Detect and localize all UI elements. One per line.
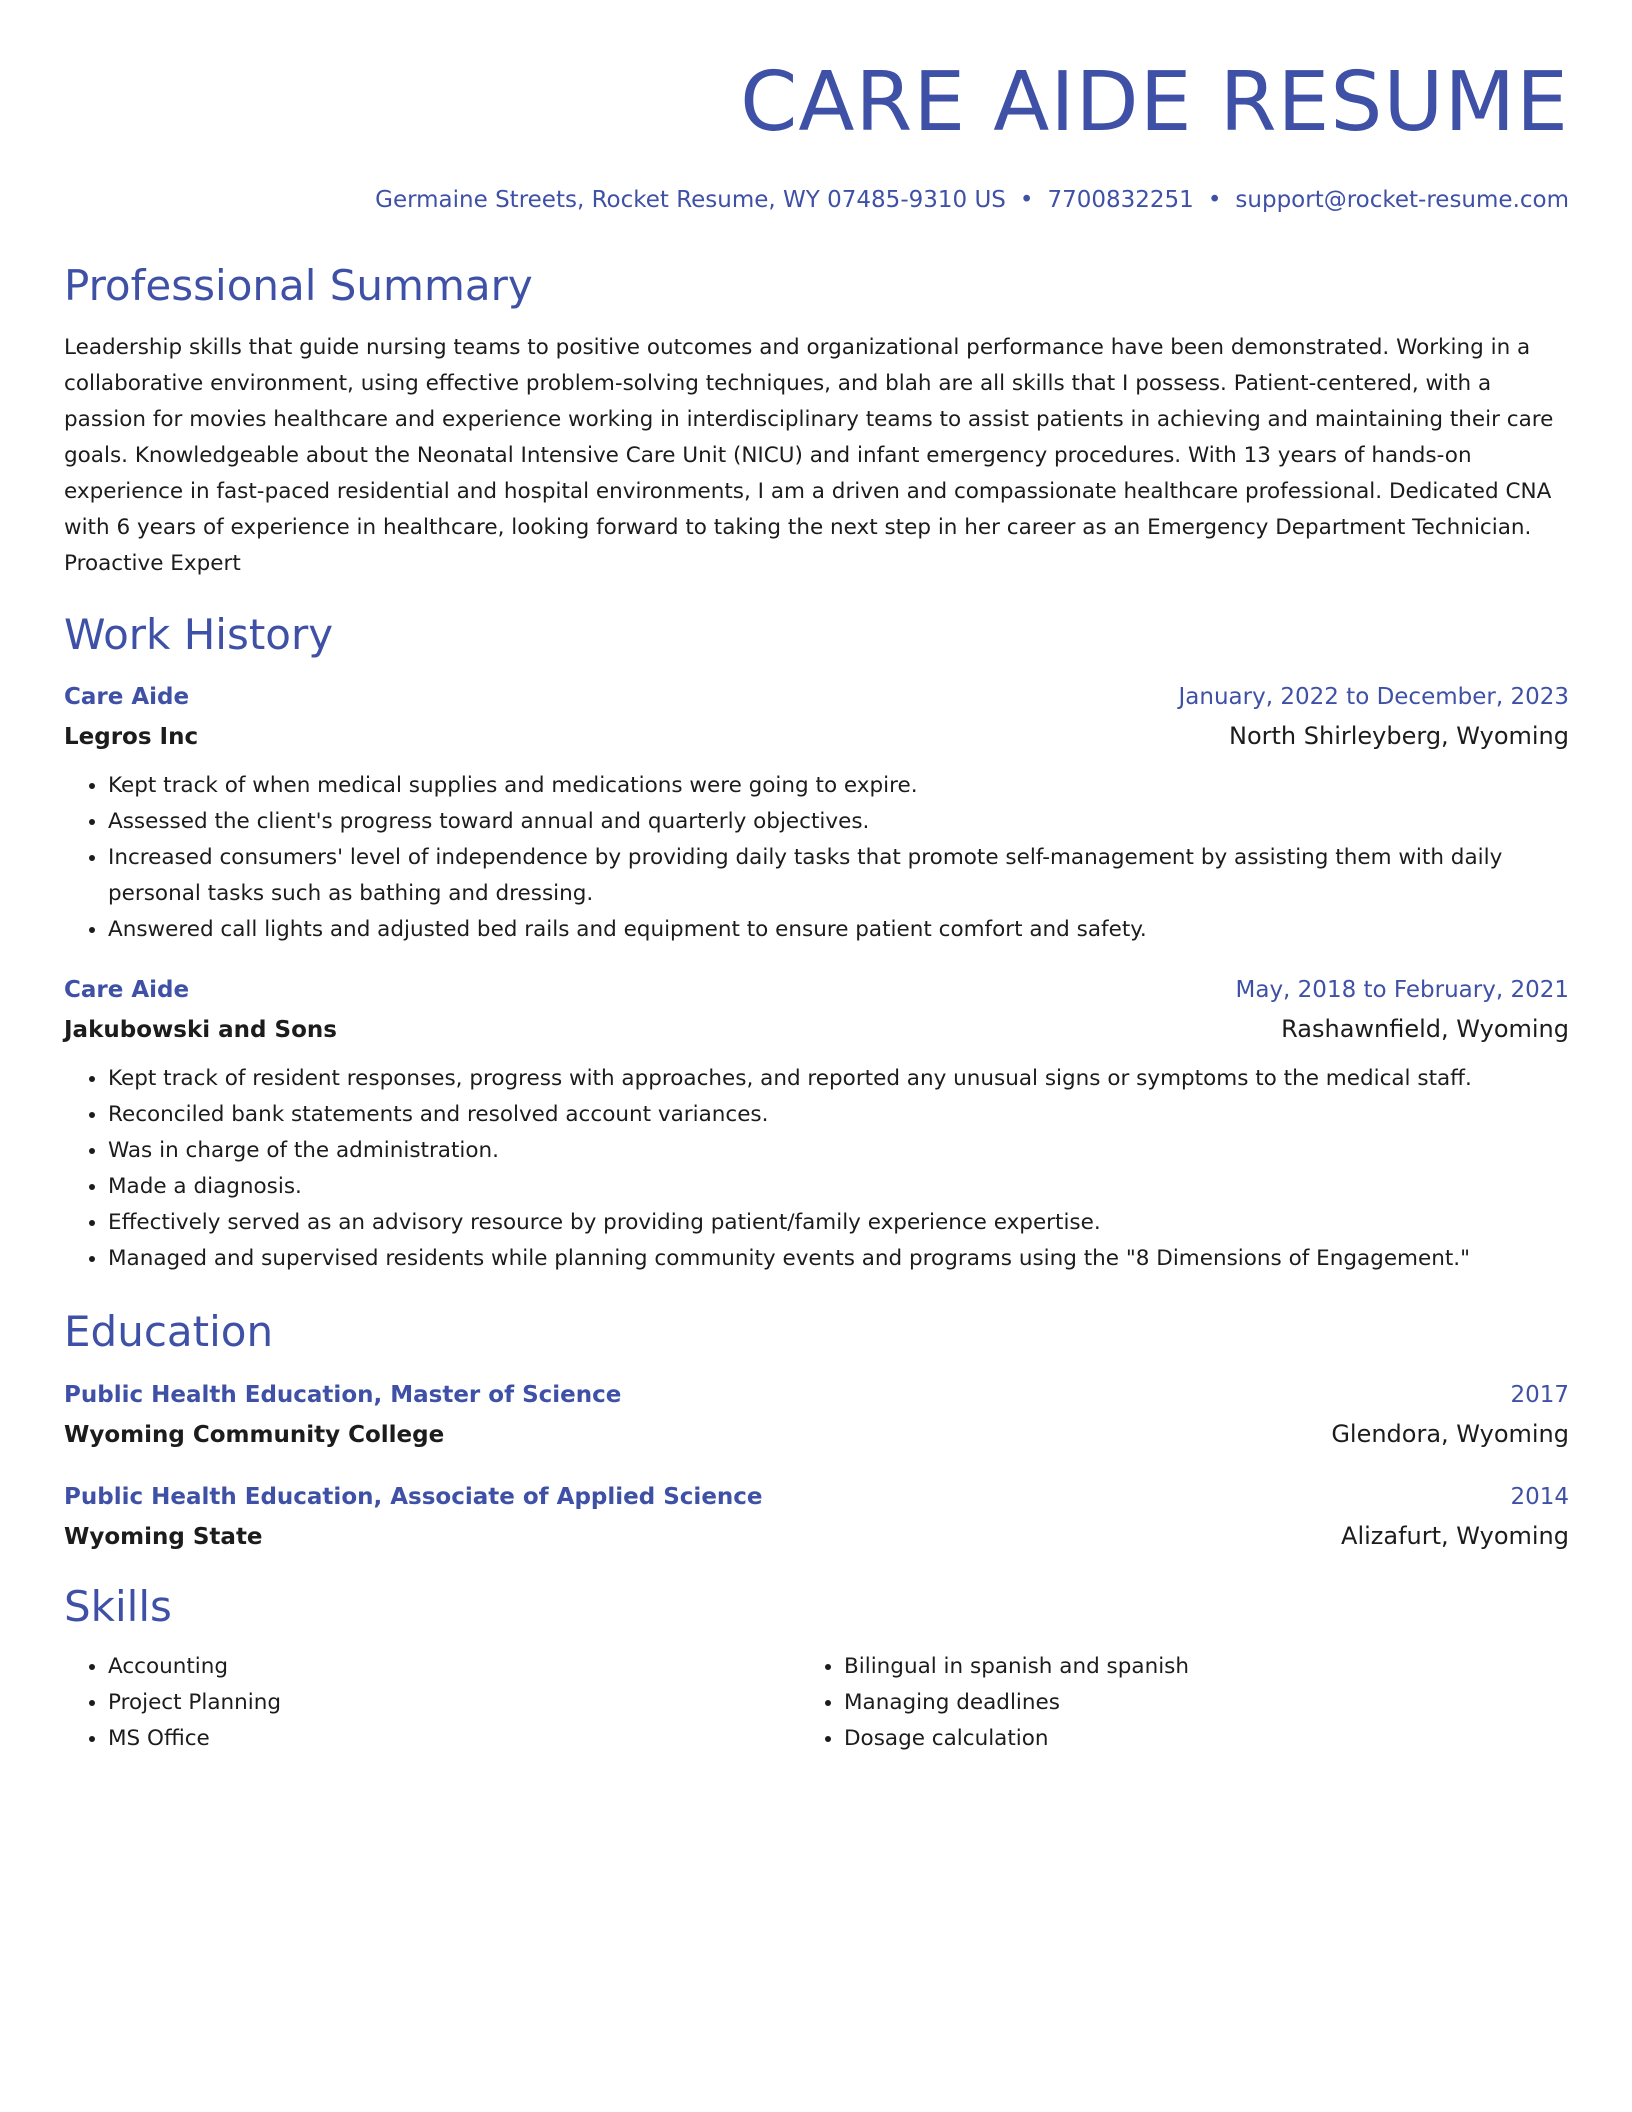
job-duties-list (64, 768, 1569, 948)
contact-phone: 7700832251 (1047, 187, 1194, 213)
education-entry (64, 1380, 1569, 1450)
list-item: • Assessed the client's progress toward annual and quarterly objectives. (108, 804, 1569, 840)
list-item: • Kept track of resident responses, progress with approaches, and reported any unusual signs or symptoms to the medical staff. (108, 1061, 1569, 1097)
contact-separator: • (1207, 187, 1222, 213)
list-item: • Managed and supervised residents while planning community events and programs using the "8 Dimensions of Engagement." (108, 1241, 1569, 1277)
skills-columns (64, 1649, 1569, 1757)
job-company: Legros Inc (64, 724, 199, 750)
contact-line (64, 185, 1569, 215)
list-item: • Was in charge of the administration. (108, 1133, 1569, 1169)
skill-item: • Managing deadlines (844, 1685, 1464, 1721)
section-heading-summary: Professional Summary (64, 261, 533, 310)
section-heading-skills: Skills (64, 1582, 172, 1631)
list-item: • Made a diagnosis. (108, 1169, 1569, 1205)
job-dates: January, 2022 to December, 2023 (1178, 684, 1569, 710)
job-dates: May, 2018 to February, 2021 (1235, 977, 1569, 1003)
education-school: Wyoming Community College (64, 1422, 445, 1448)
education-year: 2017 (1510, 1382, 1569, 1408)
education-school: Wyoming State (64, 1524, 263, 1550)
education-location: Glendora, Wyoming (1331, 1420, 1569, 1448)
job-company: Jakubowski and Sons (64, 1017, 337, 1043)
skills-list-left (64, 1649, 764, 1757)
skill-item: • MS Office (108, 1721, 764, 1757)
list-item: • Answered call lights and adjusted bed rails and equipment to ensure patient comfort and safety. (108, 912, 1569, 948)
section-heading-work-history: Work History (64, 610, 334, 659)
job-title: Care Aide (64, 977, 190, 1003)
skill-item: • Accounting (108, 1649, 764, 1685)
list-item: • Kept track of when medical supplies and medications were going to expire. (108, 768, 1569, 804)
resume-title: CARE AIDE RESUME (740, 55, 1569, 150)
list-item: • Reconciled bank statements and resolved account variances. (108, 1097, 1569, 1133)
education-location: Alizafurt, Wyoming (1341, 1522, 1569, 1550)
job-location: North Shirleyberg, Wyoming (1229, 722, 1569, 750)
contact-email: support@rocket-resume.com (1235, 187, 1569, 213)
skills-list-right (764, 1649, 1464, 1757)
contact-separator: • (1019, 187, 1034, 213)
job-duties-list (64, 1061, 1569, 1277)
list-item: • Increased consumers' level of independence by providing daily tasks that promote self-management by assisting them with daily personal tasks such as bathing and dressing. (108, 840, 1569, 912)
contact-address: Germaine Streets, Rocket Resume, WY 07485-9310 US (375, 187, 1006, 213)
section-heading-education: Education (64, 1307, 274, 1356)
job-title: Care Aide (64, 684, 190, 710)
education-year: 2014 (1510, 1484, 1569, 1510)
education-entry (64, 1482, 1569, 1552)
list-item: • Effectively served as an advisory resource by providing patient/family experience expertise. (108, 1205, 1569, 1241)
education-degree: Public Health Education, Associate of Applied Science (64, 1484, 763, 1510)
skill-item: • Dosage calculation (844, 1721, 1464, 1757)
job-location: Rashawnfield, Wyoming (1281, 1015, 1569, 1043)
summary-paragraph: Leadership skills that guide nursing teams to positive outcomes and organizational performance have been demonstrated. Working in a collaborative environment, using effective problem-solving techniques, and blah are all skills that I possess. Patient-centered, with a passion for movies healthcare and experience working in interdisciplinary teams to assist patients in achieving and maintaining their care goals. Knowledgeable about the Neonatal Intensive Care Unit (NICU) and infant emergency procedures. With 13 years of hands-on experience in fast-paced residential and hospital environments, I am a driven and compassionate healthcare professional. Dedicated CNA with 6 years of experience in healthcare, looking forward to taking the next step in her career as an Emergency Department Technician. Proactive Expert (64, 335, 1554, 576)
job-entry (64, 682, 1569, 948)
skill-item: • Bilingual in spanish and spanish (844, 1649, 1464, 1685)
job-entry (64, 975, 1569, 1277)
education-degree: Public Health Education, Master of Science (64, 1382, 622, 1408)
skill-item: • Project Planning (108, 1685, 764, 1721)
